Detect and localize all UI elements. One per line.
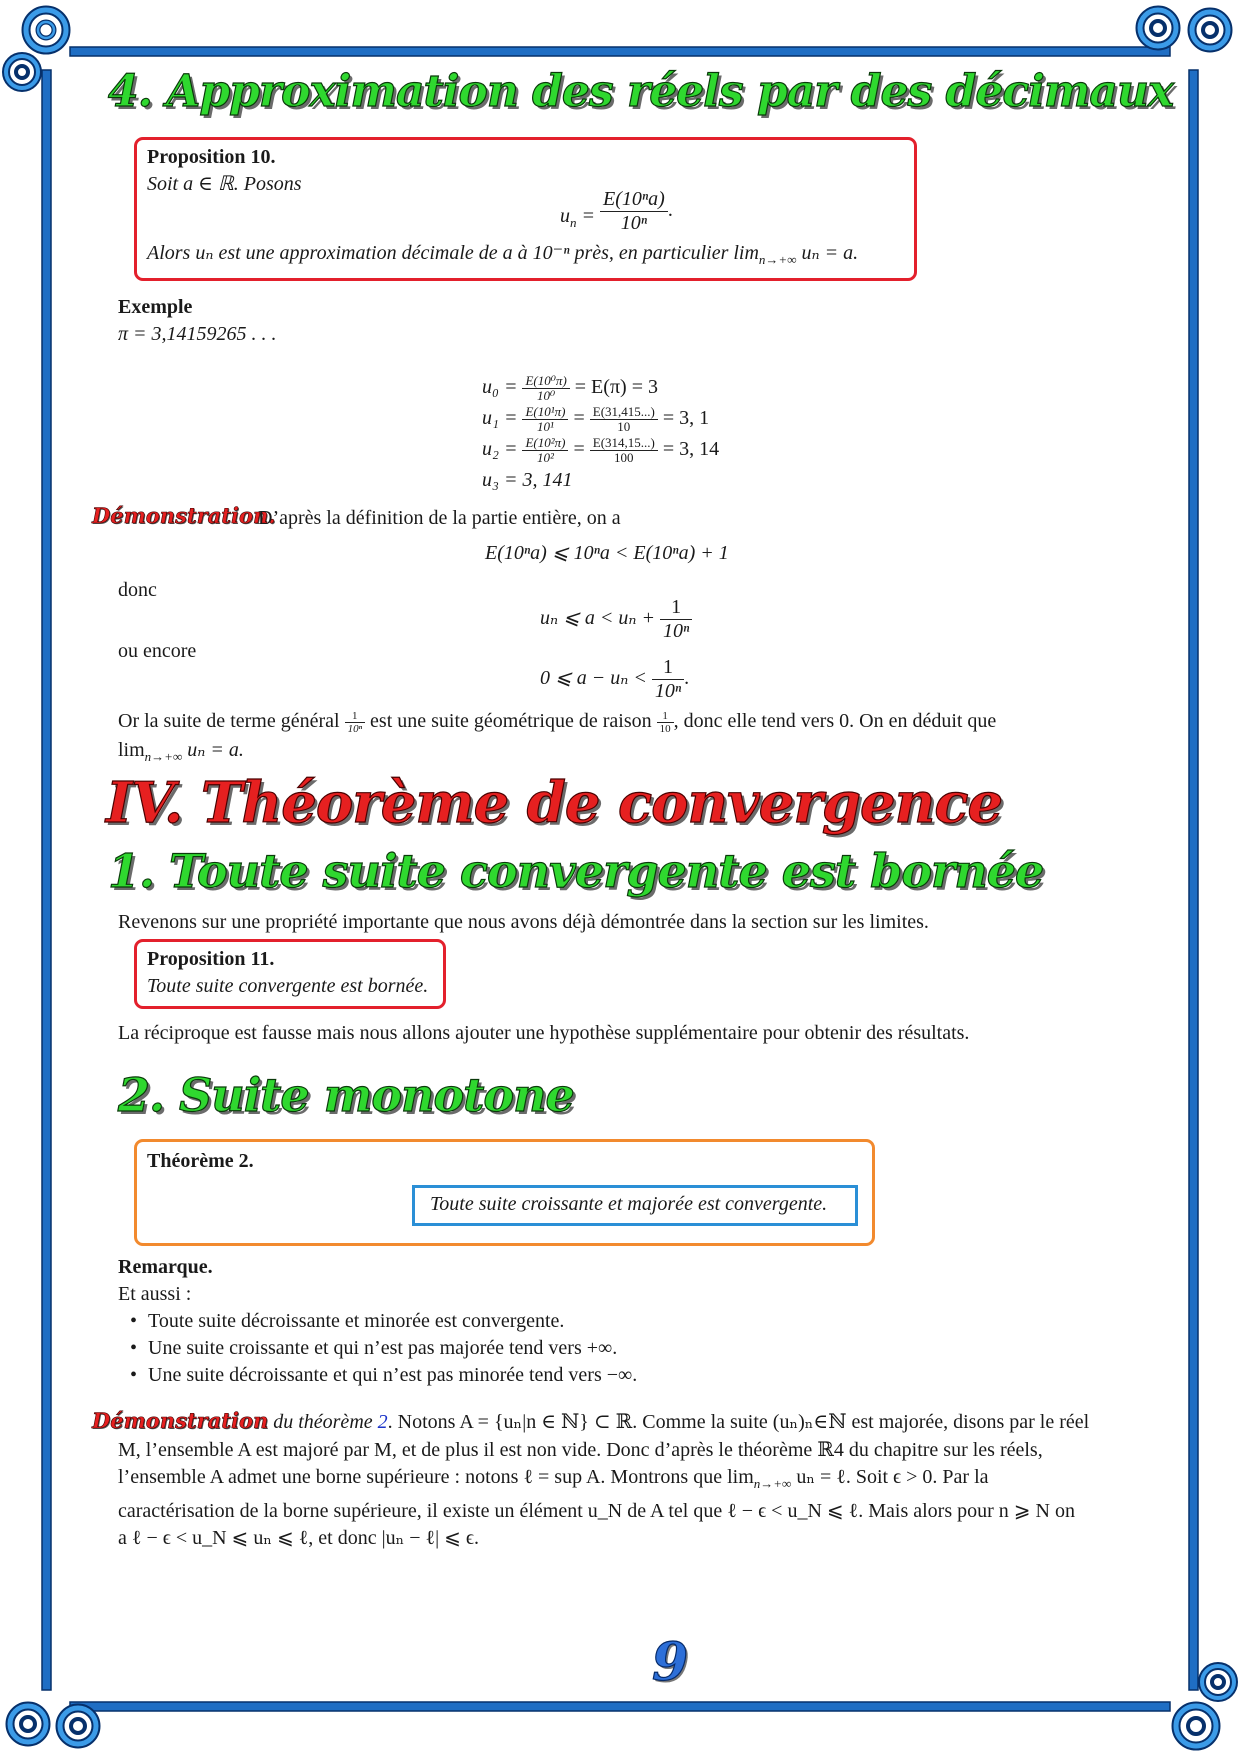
example-computation (482, 372, 719, 496)
demonstration-2: Démonstration du théorème 2. Notons A = {uₙ|n ∈ ℕ} ⊂ ℝ. Comme la suite (uₙ)ₙ∈ℕ est majorée, disons par le réel M, l’ensemble A est majoré par M, et de plus il est non vide. Donc d’après le théorème ℝ4 du chapitre sur les réels, l’ensemble A admet une borne supérieure : notons ℓ = sup A. Montrons que $\lim_{n\to+\infty} u_n$ = ℓ. Soit ϵ > 0. Par la caractérisation de la borne supérieure, il existe un élément u_N de A tel que ℓ − ϵ < u_N ⩽ ℓ. Mais alors pour n ⩾ N on a ℓ − ϵ < u_N ⩽ uₙ ⩽ ℓ, et donc |uₙ − ℓ| ⩽ ϵ. (92, 1408, 1090, 1549)
demonstration-1-ineq1: E(10ⁿa) ⩽ 10ⁿa < E(10ⁿa) + 1 (485, 542, 729, 564)
remark-item: • Une suite croissante et qui n’est pas majorée tend vers +∞. (118, 1335, 637, 1362)
example-u1: u₁ = $\frac{\text{E(10¹π)}}{\text{10¹}}$ = $\frac{E(31,415...)}{10}$ = 3, 1 (482, 403, 710, 434)
revenons-paragraph: Revenons sur une propriété importante que nous avons déjà démontrée dans la section sur les limites. (118, 911, 929, 933)
example-u3: u₃ = 3, 141 (482, 469, 573, 491)
theorem-2-statement: Toute suite croissante et majorée est convergente. (430, 1193, 828, 1215)
demonstration-1-intro: D’après la définition de la partie entière, on a (258, 507, 621, 529)
theorem-2-title: Théorème 2. (147, 1150, 254, 1172)
remark-list (118, 1308, 637, 1389)
proposition-11-title: Proposition 11. (147, 948, 275, 970)
remark-item: • Toute suite décroissante et minorée est convergente. (118, 1308, 637, 1335)
proposition-10-title: Proposition 10. (147, 146, 276, 168)
chapter-heading: IV. Théorème de convergence (106, 770, 1003, 836)
proposition-10-line1: Soit a ∈ ℝ. Posons (147, 173, 302, 195)
section4-heading: 4. Approximation des réels par des décimaux (108, 66, 1174, 117)
example-u0: u₀ = $\frac{\text{E(10⁰π)}}{\text{10⁰}}$ = E(π) = 3 (482, 372, 658, 403)
reciproque-paragraph: La réciproque est fausse mais nous allons ajouter une hypothèse supplémentaire pour obtenir des résultats. (118, 1022, 970, 1044)
demonstration-1-ineq3: 0 ⩽ a − uₙ < $\frac{1}{\text{10ⁿ}}$ . (540, 656, 690, 702)
proposition-10-formula: $u_n$ = $\frac{\text{E(10ⁿa)}}{\text{10ⁿ}}$ . (560, 188, 673, 234)
proposition-11-text: Toute suite convergente est bornée. (147, 975, 429, 997)
remark-item: • Une suite décroissante et qui n’est pas minorée tend vers −∞. (118, 1362, 637, 1389)
remark-title: Remarque. (118, 1256, 213, 1278)
demonstration-2-label: Démonstration (92, 1408, 269, 1433)
remark-intro: Et aussi : (118, 1283, 192, 1305)
section2-heading: 2. Suite monotone (118, 1068, 574, 1122)
demonstration-1-ou-encore: ou encore (118, 640, 197, 662)
page-number: 9 (652, 1632, 689, 1693)
theorem-2-reference[interactable]: 2 (377, 1411, 388, 1433)
example-pi: π = 3,14159265 . . . (118, 323, 277, 345)
demonstration-1-limit: $\lim_{n\to+\infty} u_n = a$. (118, 739, 244, 764)
demonstration-1-ineq2: uₙ ⩽ a < uₙ + $\frac{1}{\text{10ⁿ}}$ (540, 596, 692, 643)
proposition-10-line2: Alors uₙ est une approximation décimale de a à 10⁻ⁿ près, en particulier $\lim_{n\to+\infty} u_n = a$. (147, 242, 859, 267)
example-title: Exemple (118, 296, 193, 318)
section1-heading: 1. Toute suite convergente est bornée (108, 844, 1044, 898)
demonstration-1-label: Démonstration. (92, 503, 276, 528)
demonstration-1-donc: donc (118, 579, 157, 601)
demonstration-1-conclusion: Or la suite de terme général $\frac{1}{\text{10ⁿ}}$ est une suite géométrique de raison $\frac{1}{10}$ , donc elle tend vers 0. On en déduit que (118, 709, 997, 735)
example-u2: u₂ = $\frac{\text{E(10²π)}}{\text{10²}}$ = $\frac{E(314,15...)}{100}$ = 3, 14 (482, 434, 720, 465)
